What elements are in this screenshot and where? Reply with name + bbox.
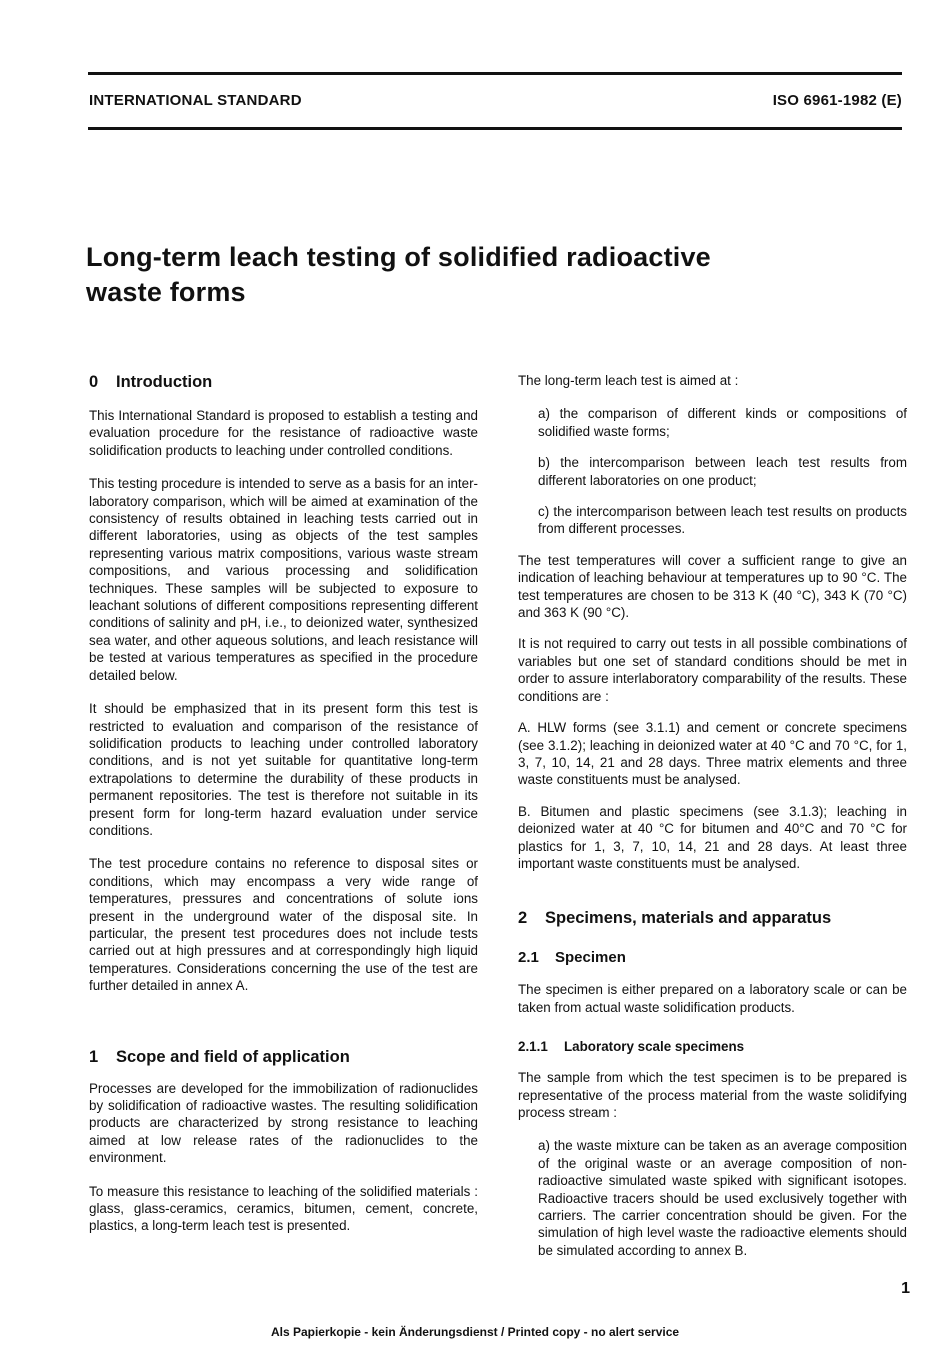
aim-intro: The long-term leach test is aimed at : xyxy=(518,373,739,388)
header-bottom-rule xyxy=(88,127,902,130)
header-left: INTERNATIONAL STANDARD xyxy=(89,92,302,109)
scope-paragraph-2: To measure this resistance to leaching of the solidified materials : glass, glass-ceramics, ceramics, bitumen, cement, concrete, plastics, a long-term leach test is presented. xyxy=(89,1183,478,1234)
right-column xyxy=(518,372,907,1259)
header-top-rule xyxy=(88,72,902,75)
section-0-heading: 0 Introduction xyxy=(89,373,213,391)
temperatures-paragraph: The test temperatures will cover a sufficient range to give an indication of leaching behaviour at temperatures up to 90 °C. The test temperatures are chosen to be 313 K (40 °C), 343 K (70 °C) and 363 K (90 °C). xyxy=(518,552,907,621)
scope-paragraph-1: Processes are developed for the immobilization of radionuclides by solidification of radioactive wastes. The resulting solidification products are characterized by strong resistance to leaching aimed at low release rates of the radionuclides to the environment. xyxy=(89,1080,478,1166)
intro-paragraph-1: This International Standard is proposed to establish a testing and evaluation procedure for the resistance of radioactive waste solidification products to leaching under controlled conditions. xyxy=(89,408,478,458)
specimen-paragraph: The specimen is either prepared on a laboratory scale or can be taken from actual waste solidification products. xyxy=(518,982,907,1015)
section-2-1-heading: 2.1 Specimen xyxy=(518,949,626,967)
aim-item-c: c) the intercomparison between leach test results on products from different processes. xyxy=(538,504,907,537)
intro-paragraph-2: This testing procedure is intended to serve as a basis for an inter-laboratory comparison, which will be aimed at examination of the consistency of results obtained in leaching tests carried out in different laboratories, using as objects of the test samples representing various matrix compositions, various waste stream compositions, and various processing and solidification techniques. These samples will be subjected to exposure to leachant solutions of different compositions representing different conditions of salinity and pH, i.e., to deionized water, synthesized sea water, and other aqueous solutions, and leach resistance will be tested at various temperatures as specified in the procedure detailed below. xyxy=(89,476,478,683)
left-column xyxy=(89,372,478,1235)
conditions-paragraph: It is not required to carry out tests in all possible combinations of variables but one set of standard conditions should be met in order to assure interlaboratory comparability of the results. These conditions are : xyxy=(518,636,907,704)
footer-notice: Als Papierkopie - kein Änderungsdienst / Printed copy - no alert service xyxy=(270,1325,680,1339)
page-number: 1 xyxy=(901,1280,910,1297)
section-2-1-1-heading: 2.1.1 Laboratory scale specimens xyxy=(518,1039,745,1055)
intro-paragraph-3: It should be emphasized that in its present form this test is restricted to evaluation and comparison of the resistance of solidification products to leaching under controlled laboratory conditions, and is not yet suitable for quantitative long-term extrapolations to determine the durability of these products in permanent repositories. The test is therefore not suitable in its present form for long-term hazard evaluation under service conditions. xyxy=(89,701,478,838)
section-2-heading: 2 Specimens, materials and apparatus xyxy=(518,909,832,928)
title-line-1: Long-term leach testing of solidified radioactive xyxy=(86,242,711,272)
title-line-2: waste forms xyxy=(86,277,246,307)
header-right: ISO 6961-1982 (E) xyxy=(772,92,902,109)
lab-specimens-paragraph: The sample from which the test specimen is to be prepared is representative of the process material from the waste solidifying process stream : xyxy=(518,1070,907,1120)
condition-a: A. HLW forms (see 3.1.1) and cement or concrete specimens (see 3.1.2); leaching in deionized water at 40 °C and 70 °C, for 1, 3, 7, 10, 14, 21 and 28 days. Three matrix elements and three waste constituents must be analysed. xyxy=(518,720,907,788)
lab-specimens-item-a: a) the waste mixture can be taken as an average composition of the original waste or an average composition of non-radioactive simulated waste spiked with significant isotopes. Radioactive tracers should be used exclusively together with carriers. The carrier concentration should be given. For the simulation of high level waste the radioactive elements should be simulated according to annex B. xyxy=(538,1138,907,1258)
document-title xyxy=(86,240,846,310)
aim-item-a: a) the comparison of different kinds or compositions of solidified waste forms; xyxy=(538,406,907,439)
intro-paragraph-4: The test procedure contains no reference to disposal sites or conditions, which may encompass a very wide range of temperatures, pressures and concentrations of solute ions present in the underground water of the disposal site. In particular, the present test procedures does not include tests carried out at high pressures and at correspondingly high liquid temperatures. Considerations concerning the use of the test are further detailed in annex A. xyxy=(89,856,478,994)
section-1-heading: 1 Scope and field of application xyxy=(89,1047,350,1066)
condition-b: B. Bitumen and plastic specimens (see 3.1.3); leaching in deionized water at 40 °C for bitumen and 40°C and 70 °C for plastics for 1, 3, 7, 10, 14, 21 and 28 days. At least three important waste constituents must be analysed. xyxy=(518,803,907,871)
aim-item-b: b) the intercomparison between leach test results from different laboratories on one product; xyxy=(538,455,907,488)
